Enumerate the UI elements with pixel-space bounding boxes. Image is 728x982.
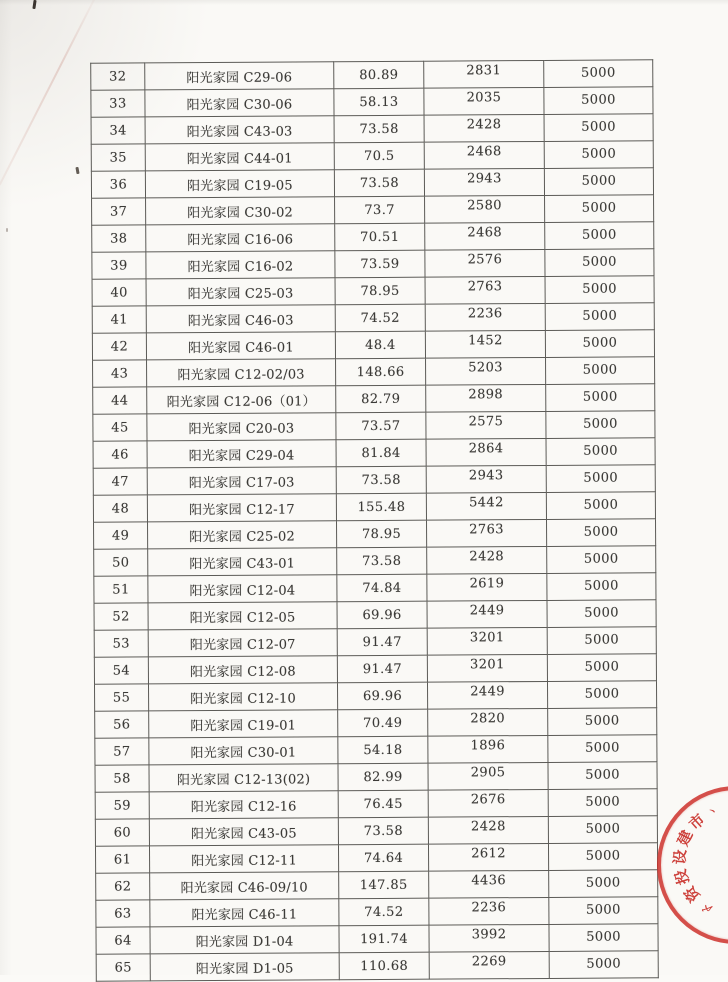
table-row (92, 330, 654, 360)
subsidy-cell: 5000 (549, 924, 658, 952)
row-number-cell: 48 (93, 495, 147, 522)
row-number-cell: 42 (92, 333, 146, 360)
subsidy-cell: 5000 (546, 384, 655, 412)
area-cell: 147.85 (339, 871, 429, 899)
unit-name-cell: 阳光家园 C30-02 (146, 197, 335, 225)
row-number-cell: 58 (95, 765, 149, 792)
amount-cell: 2676 (428, 789, 548, 817)
amount-cell: 2576 (425, 249, 545, 277)
area-cell: 73.57 (336, 412, 426, 440)
unit-name-cell: 阳光家园 C46-11 (150, 899, 339, 927)
area-cell: 91.47 (337, 628, 427, 656)
amount-cell: 2035 (424, 87, 544, 115)
subsidy-cell: 5000 (547, 573, 656, 601)
amount-cell: 3992 (429, 924, 549, 952)
row-number-cell: 33 (91, 90, 145, 117)
subsidy-cell: 5000 (545, 195, 654, 223)
area-cell: 70.49 (338, 709, 428, 737)
table-row (93, 465, 655, 495)
area-cell: 58.13 (334, 88, 424, 116)
area-cell: 74.84 (337, 574, 427, 602)
row-number-cell: 38 (92, 225, 146, 252)
subsidy-cell: 5000 (549, 870, 658, 898)
row-number-cell: 59 (95, 792, 149, 819)
table-row (93, 357, 655, 387)
table-row (92, 276, 654, 306)
subsidy-cell: 5000 (545, 303, 654, 331)
table-row (91, 87, 653, 117)
area-cell: 73.59 (335, 250, 425, 278)
table-row (94, 573, 656, 603)
table-row (92, 195, 654, 225)
area-cell: 48.4 (335, 331, 425, 359)
row-number-cell: 32 (91, 63, 145, 90)
amount-cell: 2449 (427, 600, 547, 628)
seal-character: 设 (670, 848, 690, 866)
seal-character: 丶 (706, 805, 720, 820)
row-number-cell: 46 (93, 441, 147, 468)
subsidy-cell: 5000 (545, 276, 654, 304)
subsidy-cell: 5000 (544, 87, 653, 115)
amount-cell: 2612 (428, 843, 548, 871)
amount-cell: 2428 (424, 114, 544, 142)
unit-name-cell: 阳光家园 C30-01 (149, 737, 338, 765)
table-row (91, 141, 653, 171)
subsidy-cell: 5000 (548, 708, 657, 736)
amount-cell: 2449 (427, 681, 547, 709)
unit-name-cell: 阳光家园 C46-01 (146, 332, 335, 360)
row-number-cell: 37 (92, 198, 146, 225)
unit-name-cell: 阳光家园 C12-02/03 (147, 359, 336, 387)
table-row (94, 654, 656, 684)
unit-name-cell: 阳光家园 D1-04 (150, 926, 339, 954)
pen-tick-mark (32, 0, 36, 9)
subsidy-cell: 5000 (547, 600, 656, 628)
paper-crease-mark (0, 0, 95, 185)
unit-name-cell: 阳光家园 C12-11 (149, 845, 338, 873)
row-number-cell: 41 (92, 306, 146, 333)
area-cell: 148.66 (336, 358, 426, 386)
table-row (95, 789, 657, 819)
area-cell: 78.95 (335, 277, 425, 305)
unit-name-cell: 阳光家园 C12-08 (148, 656, 337, 684)
subsidy-cell: 5000 (546, 492, 655, 520)
unit-name-cell: 阳光家园 C12-07 (148, 629, 337, 657)
amount-cell: 3201 (427, 654, 547, 682)
unit-name-cell: 阳光家园 C30-06 (145, 89, 334, 117)
amount-cell: 5442 (426, 492, 546, 520)
area-cell: 155.48 (336, 493, 426, 521)
table-body (91, 60, 659, 981)
subsidy-cell: 5000 (549, 951, 658, 979)
amount-cell: 4436 (429, 870, 549, 898)
amount-cell: 2236 (425, 303, 545, 331)
amount-cell: 2236 (429, 897, 549, 925)
unit-name-cell: 阳光家园 C43-03 (145, 116, 334, 144)
area-cell: 73.58 (334, 115, 424, 143)
subsidy-cell: 5000 (547, 681, 656, 709)
amount-cell: 1896 (428, 735, 548, 763)
subsidy-cell: 5000 (547, 546, 656, 574)
unit-name-cell: 阳光家园 C12-06（01） (147, 386, 336, 414)
subsidy-cell: 5000 (545, 330, 654, 358)
amount-cell: 2898 (426, 384, 546, 412)
table-row (95, 762, 657, 792)
row-number-cell: 57 (95, 738, 149, 765)
table-row (96, 951, 658, 981)
table-row (95, 843, 657, 873)
unit-name-cell: 阳光家园 C12-10 (148, 683, 337, 711)
unit-name-cell: 阳光家园 C12-04 (148, 575, 337, 603)
subsidy-cell: 5000 (548, 843, 657, 871)
table-row (94, 546, 656, 576)
subsidy-cell: 5000 (545, 222, 654, 250)
amount-cell: 2580 (425, 195, 545, 223)
unit-name-cell: 阳光家园 C16-06 (146, 224, 335, 252)
table-row (94, 519, 656, 549)
row-number-cell: 52 (94, 603, 148, 630)
subsidy-cell: 5000 (546, 465, 655, 493)
row-number-cell: 62 (96, 873, 150, 900)
unit-name-cell: 阳光家园 C44-01 (145, 143, 334, 171)
table-row (93, 411, 655, 441)
area-cell: 73.58 (336, 466, 426, 494)
amount-cell: 2943 (426, 465, 546, 493)
subsidy-table (90, 59, 659, 981)
table-row (96, 924, 658, 954)
area-cell: 191.74 (339, 925, 429, 953)
table-row (95, 708, 657, 738)
unit-name-cell: 阳光家园 C19-01 (149, 710, 338, 738)
table-row (92, 222, 654, 252)
table-row (91, 168, 653, 198)
row-number-cell: 60 (95, 819, 149, 846)
subsidy-cell: 5000 (544, 114, 653, 142)
row-number-cell: 63 (96, 900, 150, 927)
table-row (93, 492, 655, 522)
row-number-cell: 51 (94, 576, 148, 603)
subsidy-cell: 5000 (548, 789, 657, 817)
row-number-cell: 47 (93, 468, 147, 495)
amount-cell: 2468 (424, 141, 544, 169)
row-number-cell: 55 (94, 684, 148, 711)
unit-name-cell: 阳光家园 C12-16 (149, 791, 338, 819)
subsidy-cell: 5000 (546, 438, 655, 466)
unit-name-cell: 阳光家园 C29-04 (147, 440, 336, 468)
amount-cell: 2864 (426, 438, 546, 466)
unit-name-cell: 阳光家园 C17-03 (147, 467, 336, 495)
amount-cell: 1452 (425, 330, 545, 358)
unit-name-cell: 阳光家园 C12-05 (148, 602, 337, 630)
row-number-cell: 53 (94, 630, 148, 657)
table-row (93, 438, 655, 468)
area-cell: 73.58 (338, 817, 428, 845)
area-cell: 70.5 (334, 142, 424, 170)
table-row (93, 384, 655, 414)
area-cell: 91.47 (337, 655, 427, 683)
row-number-cell: 44 (93, 387, 147, 414)
table-row (96, 897, 658, 927)
unit-name-cell: 阳光家园 C46-03 (146, 305, 335, 333)
seal-character: 市 (685, 810, 709, 834)
ink-speck (6, 228, 8, 232)
amount-cell: 2428 (427, 546, 547, 574)
subsidy-cell: 5000 (545, 249, 654, 277)
seal-character: 资 (680, 882, 704, 906)
row-number-cell: 64 (96, 927, 150, 954)
amount-cell: 2269 (429, 951, 549, 979)
unit-name-cell: 阳光家园 C16-02 (146, 251, 335, 279)
amount-cell: 2905 (428, 762, 548, 790)
unit-name-cell: 阳光家园 C25-02 (148, 521, 337, 549)
area-cell: 73.7 (335, 196, 425, 224)
subsidy-cell: 5000 (547, 627, 656, 655)
unit-name-cell: 阳光家园 C20-03 (147, 413, 336, 441)
row-number-cell: 45 (93, 414, 147, 441)
table-row (96, 870, 658, 900)
area-cell: 70.51 (335, 223, 425, 251)
row-number-cell: 34 (91, 117, 145, 144)
row-number-cell: 39 (92, 252, 146, 279)
area-cell: 74.52 (335, 304, 425, 332)
area-cell: 69.96 (337, 601, 427, 629)
amount-cell: 2619 (427, 573, 547, 601)
area-cell: 78.95 (337, 520, 427, 548)
table-row (92, 303, 654, 333)
seal-character: 〆 (700, 900, 715, 915)
area-cell: 69.96 (337, 682, 427, 710)
area-cell: 80.89 (334, 61, 424, 89)
unit-name-cell: 阳光家园 D1-05 (150, 953, 339, 981)
subsidy-cell: 5000 (546, 357, 655, 385)
area-cell: 82.79 (336, 385, 426, 413)
table-row (94, 600, 656, 630)
row-number-cell: 65 (96, 954, 150, 981)
unit-name-cell: 阳光家园 C25-03 (146, 278, 335, 306)
subsidy-cell: 5000 (548, 816, 657, 844)
amount-cell: 2428 (428, 816, 548, 844)
table-row (94, 627, 656, 657)
unit-name-cell: 阳光家园 C12-13(02) (149, 764, 338, 792)
subsidy-cell: 5000 (548, 762, 657, 790)
unit-name-cell: 阳光家园 C12-17 (147, 494, 336, 522)
amount-cell: 2943 (424, 168, 544, 196)
area-cell: 81.84 (336, 439, 426, 467)
amount-cell: 2820 (428, 708, 548, 736)
row-number-cell: 56 (95, 711, 149, 738)
seal-character: 投 (671, 867, 693, 887)
amount-cell: 2575 (426, 411, 546, 439)
area-cell: 74.64 (338, 844, 428, 872)
table-row (94, 681, 656, 711)
unit-name-cell: 阳光家园 C19-05 (145, 170, 334, 198)
subsidy-cell: 5000 (544, 60, 653, 88)
area-cell: 73.58 (334, 169, 424, 197)
subsidy-cell: 5000 (546, 519, 655, 547)
table-row (95, 816, 657, 846)
subsidy-cell: 5000 (544, 168, 653, 196)
unit-name-cell: 阳光家园 C46-09/10 (150, 872, 339, 900)
seal-ring (657, 786, 728, 944)
unit-name-cell: 阳光家园 C29-06 (145, 62, 334, 90)
row-number-cell: 49 (94, 522, 148, 549)
row-number-cell: 43 (93, 360, 147, 387)
ink-speck (75, 167, 79, 174)
amount-cell: 2831 (424, 60, 544, 88)
area-cell: 54.18 (338, 736, 428, 764)
subsidy-cell: 5000 (548, 735, 657, 763)
row-number-cell: 40 (92, 279, 146, 306)
row-number-cell: 54 (94, 657, 148, 684)
unit-name-cell: 阳光家园 C43-01 (148, 548, 337, 576)
row-number-cell: 35 (91, 144, 145, 171)
row-number-cell: 61 (95, 846, 149, 873)
area-cell: 74.52 (339, 898, 429, 926)
amount-cell: 2763 (426, 519, 546, 547)
row-number-cell: 36 (91, 171, 145, 198)
subsidy-cell: 5000 (544, 141, 653, 169)
area-cell: 73.58 (337, 547, 427, 575)
amount-cell: 5203 (426, 357, 546, 385)
area-cell: 76.45 (338, 790, 428, 818)
subsidy-cell: 5000 (546, 411, 655, 439)
subsidy-cell: 5000 (547, 654, 656, 682)
area-cell: 82.99 (338, 763, 428, 791)
area-cell: 110.68 (339, 952, 429, 980)
table-row (92, 249, 654, 279)
subsidy-cell: 5000 (549, 897, 658, 925)
amount-cell: 2763 (425, 276, 545, 304)
table-row (91, 114, 653, 144)
amount-cell: 3201 (427, 627, 547, 655)
seal-character: 建 (673, 827, 697, 849)
table-row (95, 735, 657, 765)
table-row (91, 60, 653, 90)
row-number-cell: 50 (94, 549, 148, 576)
amount-cell: 2468 (425, 222, 545, 250)
unit-name-cell: 阳光家园 C43-05 (149, 818, 338, 846)
